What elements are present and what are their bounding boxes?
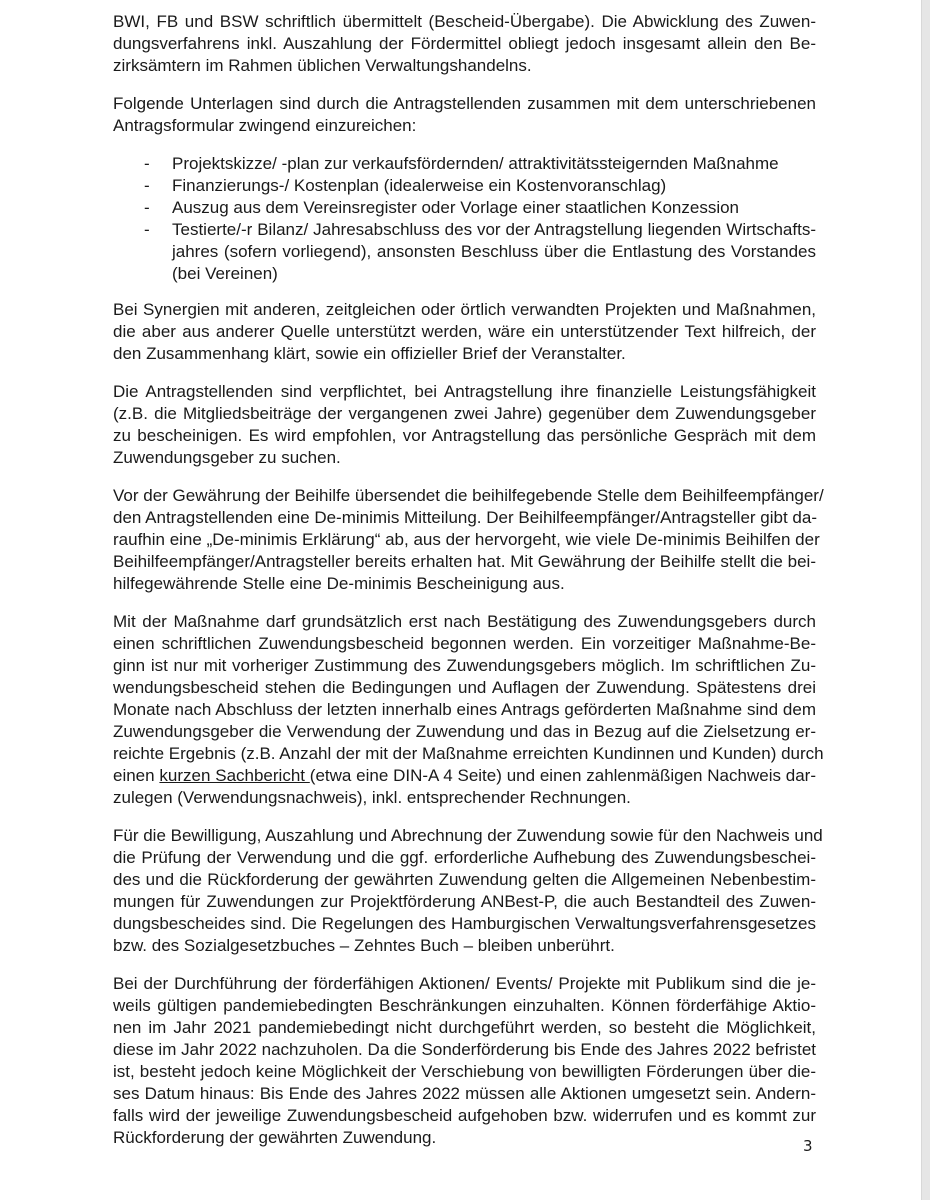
viewer-edge (921, 0, 930, 1200)
paragraph (113, 611, 824, 809)
text-line: den Antragstellenden eine De-minimis Mitteilung. Der Beihilfeempfänger/Antragsteller gibt da- (113, 508, 817, 527)
text-line: BWI, FB und BSW schriftlich übermittelt (Bescheid-Übergabe). Die Abwicklung des Zuwen- (113, 12, 816, 31)
dash-bullet: - (144, 198, 150, 217)
text-line: ist, besteht jedoch keine Möglichkeit der Verschiebung von bewilligten Förderungen über die- (113, 1062, 816, 1081)
text-line: den Zusammenhang klärt, sowie ein offizieller Brief der Veranstalter. (113, 344, 626, 363)
dash-bullet: - (144, 154, 150, 173)
text-line: die Prüfung der Verwendung und die ggf. erforderliche Aufhebung des Zuwendungsbeschei- (113, 848, 816, 867)
document-body (113, 11, 824, 1165)
text-line: zu bescheinigen. Es wird empfohlen, vor Antragstellung das persönliche Gespräch mit dem (113, 426, 816, 445)
text-fragment: (etwa eine DIN-A 4 Seite) und einen zahlenmäßigen Nachweis dar- (309, 766, 816, 785)
text-line: wendungsbescheid stehen die Bedingungen und Auflagen der Zuwendung. Spätestens drei (113, 678, 816, 697)
list-item (113, 219, 816, 285)
text-line: Zuwendungsgeber zu suchen. (113, 448, 341, 467)
text-line: Mit der Maßnahme darf grundsätzlich erst nach Bestätigung des Zuwendungsgebers durch (113, 612, 816, 631)
text-line: Antragsformular zwingend einzureichen: (113, 116, 417, 135)
text-line: Zuwendungsgeber die Verwendung der Zuwendung und das in Bezug auf die Zielsetzung er- (113, 722, 816, 741)
text-line: mungen für Zuwendungen zur Projektförderung ANBest-P, die auch Bestandteil des Zuwen- (113, 892, 816, 911)
text-line: (z.B. die Mitgliedsbeiträge der vergangenen zwei Jahre) gegenüber dem Zuwendungsgeber (113, 404, 816, 423)
text-line: Für die Bewilligung, Auszahlung und Abrechnung der Zuwendung sowie für den Nachweis und (113, 826, 823, 845)
list-item (113, 153, 816, 175)
text-line: raufhin eine „De-minimis Erklärung“ ab, aus der hervorgeht, wie viele De-minimis Beihilfen der (113, 530, 820, 549)
text-line: Testierte/-r Bilanz/ Jahresabschluss des vor der Antragstellung liegenden Wirtschafts- (172, 220, 816, 239)
text-line: Finanzierungs-/ Kostenplan (idealerweise ein Kostenvoranschlag) (172, 176, 667, 195)
text-line (113, 765, 816, 787)
required-documents-list (113, 153, 816, 285)
text-line: ginn ist nur mit vorheriger Zustimmung des Zuwendungsgebers möglich. Im schriftlichen Zu- (113, 656, 816, 675)
list-item (113, 175, 816, 197)
text-line: (bei Vereinen) (172, 264, 278, 283)
text-line: nen im Jahr 2021 pandemiebedingt nicht durchgeführt werden, so besteht die Möglichkeit, (113, 1018, 816, 1037)
text-line: reichte Ergebnis (z.B. Anzahl der mit der Maßnahme erreichten Kundinnen und Kunden) durch (113, 744, 824, 763)
list-item (113, 197, 816, 219)
paragraph (113, 381, 816, 469)
text-line: dungsverfahrens inkl. Auszahlung der Fördermittel obliegt jedoch insgesamt allein den Be- (113, 34, 816, 53)
text-line: weils gültigen pandemiebedingten Beschränkungen einzuhalten. Können förderfähige Aktio- (113, 996, 816, 1015)
page-number: 3 (803, 1137, 813, 1155)
text-line: Die Antragstellenden sind verpflichtet, bei Antragstellung ihre finanzielle Leistungsfähigkeit (113, 382, 816, 401)
text-line: ses Datum hinaus: Bis Ende des Jahres 2022 müssen alle Aktionen umgesetzt sein. Andern- (113, 1084, 816, 1103)
text-line: Beihilfeempfänger/Antragsteller bereits erhalten hat. Mit Gewährung der Beihilfe stellt die bei- (113, 552, 816, 571)
text-line: Folgende Unterlagen sind durch die Antragstellenden zusammen mit dem unterschriebenen (113, 94, 816, 113)
paragraph (113, 93, 816, 137)
paragraph (113, 973, 816, 1149)
text-line: dungsbescheides sind. Die Regelungen des Hamburgischen Verwaltungsverfahrensgesetzes (113, 914, 816, 933)
text-line: falls wird der jeweilige Zuwendungsbescheid aufgehoben bzw. widerrufen und es kommt zur (113, 1106, 816, 1125)
text-line: Bei der Durchführung der förderfähigen Aktionen/ Events/ Projekte mit Publikum sind die je- (113, 974, 816, 993)
underlined-text: kurzen Sachbericht (159, 766, 310, 785)
text-fragment: einen (113, 766, 160, 785)
text-line: jahres (sofern vorliegend), ansonsten Beschluss über die Entlastung des Vorstandes (172, 242, 816, 261)
text-line: zirksämtern im Rahmen üblichen Verwaltungshandelns. (113, 56, 532, 75)
text-line: diese im Jahr 2022 nachzuholen. Da die Sonderförderung bis Ende des Jahres 2022 befristet (113, 1040, 816, 1059)
paragraph (113, 11, 816, 77)
dash-bullet: - (144, 176, 150, 195)
dash-bullet: - (144, 220, 150, 239)
text-line: die aber aus anderer Quelle unterstützt werden, wäre ein unterstützender Text hilfreich, der (113, 322, 816, 341)
text-line: hilfegewährende Stelle eine De-minimis Bescheinigung aus. (113, 574, 565, 593)
text-line: Vor der Gewährung der Beihilfe übersendet die beihilfegebende Stelle dem Beihilfeempfänger/ (113, 486, 824, 505)
text-line: Auszug aus dem Vereinsregister oder Vorlage einer staatlichen Konzession (172, 198, 740, 217)
text-line: des und die Rückforderung der gewährten Zuwendung gelten die Allgemeinen Nebenbestim- (113, 870, 816, 889)
text-line: bzw. des Sozialgesetzbuches – Zehntes Buch – bleiben unberührt. (113, 936, 615, 955)
text-line: zulegen (Verwendungsnachweis), inkl. entsprechender Rechnungen. (113, 788, 631, 807)
paragraph (113, 825, 823, 957)
text-line: Projektskizze/ -plan zur verkaufsfördernden/ attraktivitätssteigernden Maßnahme (172, 154, 779, 173)
text-line: Rückforderung der gewährten Zuwendung. (113, 1128, 437, 1147)
text-line: einen schriftlichen Zuwendungsbescheid begonnen werden. Ein vorzeitiger Maßnahme-Be- (113, 634, 816, 653)
text-line: Monate nach Abschluss der letzten innerhalb eines Antrags geförderten Maßnahme sind dem (113, 700, 816, 719)
text-line: Bei Synergien mit anderen, zeitgleichen oder örtlich verwandten Projekten und Maßnahmen, (113, 300, 816, 319)
paragraph (113, 299, 816, 365)
paragraph (113, 485, 824, 595)
